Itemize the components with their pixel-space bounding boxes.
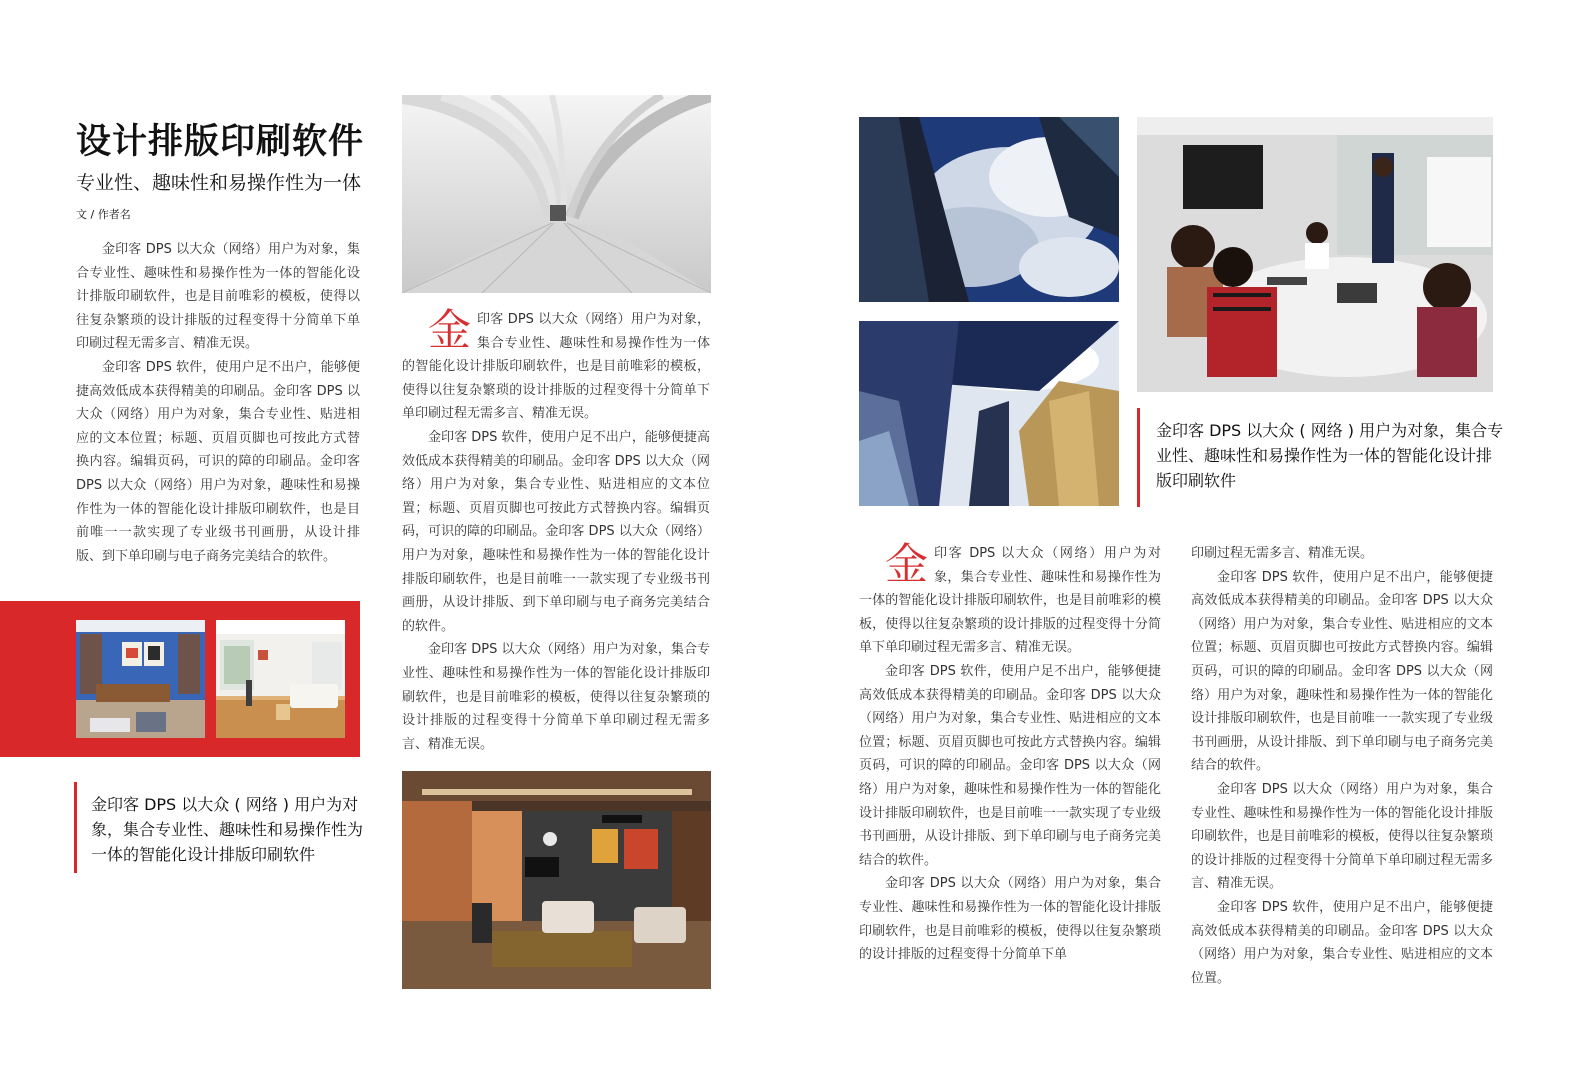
left-column-1 — [76, 238, 360, 568]
pull-quote-text: 金印客 DPS 以大众 ( 网络 ) 用户为对象，集合专业性、趣味性和易操作性为一体的智能化设计排版印刷软件 — [1156, 421, 1504, 490]
photo-skyscrapers-clouds — [859, 117, 1119, 302]
paragraph-text: 印客 DPS 以大众（网络）用户为对象，集合专业性、趣味性和易操作性为一体的智能化设计排版印刷软件，也是目前唯彩的模板，使得以往复杂繁琐的设计排版的过程变得十分简单下单印刷过程无需多言、精准无误。 — [402, 312, 710, 422]
paragraph: 金印客 DPS 以大众（网络）用户为对象，集合专业性、趣味性和易操作性为一体的智能化设计排版印刷软件，也是目前唯彩的模板，使得以往复杂繁琐的设计排版的过程变得十分简单下单印刷过程无需多言、精准无误。 — [1191, 781, 1493, 892]
dropcap-letter: 金 — [885, 540, 928, 590]
right-column-2 — [1191, 542, 1493, 990]
pull-quote-text: 金印客 DPS 以大众 ( 网络 ) 用户为对象，集合专业性、趣味性和易操作性为一体的智能化设计排版印刷软件 — [91, 795, 364, 864]
paragraph: 金印客 DPS 软件，使用户足不出户，能够便捷高效低成本获得精美的印刷品。金印客 DPS 以大众（网络）用户为对象，集合专业性、贴进相应的文本位置。 — [1191, 899, 1493, 986]
paragraph: 金印客 DPS 以大众（网络）用户为对象，集合专业性、趣味性和易操作性为一体的智能化设计排版印刷软件，也是目前唯彩的模板，使得以往复杂繁琐的设计排版的过程变得十分简单下单印刷过程无需多言、精准无误。 — [76, 242, 360, 352]
photo-team-meeting — [1137, 117, 1493, 392]
page-subtitle: 专业性、趣味性和易操作性为一体 — [76, 172, 362, 194]
paragraph-with-dropcap — [859, 542, 1161, 660]
right-pull-quote — [1137, 408, 1506, 507]
photo-dark-living-room — [402, 771, 711, 989]
paragraph-with-dropcap — [402, 308, 710, 426]
paragraph-text: 印客 DPS 以大众（网络）用户为对象，集合专业性、趣味性和易操作性为一体的智能化设计排版印刷软件，也是目前唯彩的模板，使得以往复杂繁琐的设计排版的过程变得十分简单下单印刷过程无需多言、精准无误。 — [859, 546, 1161, 656]
paragraph: 金印客 DPS 以大众（网络）用户为对象，集合专业性、趣味性和易操作性为一体的智能化设计排版印刷软件，也是目前唯彩的模板，使得以往复杂繁琐的设计排版的过程变得十分简单下单印刷过程无需多言、精准无误。 — [402, 642, 710, 752]
left-column-2 — [402, 308, 710, 756]
paragraph: 金印客 DPS 软件，使用户足不出户，能够便捷高效低成本获得精美的印刷品。金印客 DPS 以大众（网络）用户为对象，集合专业性、贴进相应的文本位置；标题、页眉页脚也可按此方式替换内容。编辑页码，可识的障的印刷品。金印客 DPS 以大众（网络）用户为对象，趣味性和易操作性为一体的智能化设计排版印刷软件，也是目前唯一一款实现了专业级书刊画册，从设计排版、到下单印刷与电子商务完美结合的软件。 — [1191, 569, 1493, 774]
photo-white-arch-corridor — [402, 95, 711, 293]
paragraph: 金印客 DPS 软件，使用户足不出户，能够便捷高效低成本获得精美的印刷品。金印客 DPS 以大众（网络）用户为对象，集合专业性、贴进相应的文本位置；标题、页眉页脚也可按此方式替换内容。编辑页码，可识的障的印刷品。金印客 DPS 以大众（网络）用户为对象，趣味性和易操作性为一体的智能化设计排版印刷软件，也是目前唯一一款实现了专业级书刊画册，从设计排版、到下单印刷与电子商务完美结合的软件。 — [76, 359, 360, 564]
photo-bright-living-room — [216, 620, 345, 738]
paragraph: 金印客 DPS 以大众（网络）用户为对象，集合专业性、趣味性和易操作性为一体的智能化设计排版印刷软件，也是目前唯彩的模板，使得以往复杂繁琐的设计排版的过程变得十分简单下单 — [859, 876, 1161, 963]
paragraph: 印刷过程无需多言、精准无误。 — [1191, 546, 1374, 561]
page-title: 设计排版印刷软件 — [76, 122, 365, 162]
author-byline: 文 / 作者名 — [76, 208, 131, 221]
left-pull-quote — [74, 782, 369, 873]
paragraph: 金印客 DPS 软件，使用户足不出户，能够便捷高效低成本获得精美的印刷品。金印客 DPS 以大众（网络）用户为对象，集合专业性、贴进相应的文本位置；标题、页眉页脚也可按此方式替换内容。编辑页码，可识的障的印刷品。金印客 DPS 以大众（网络）用户为对象，趣味性和易操作性为一体的智能化设计排版印刷软件，也是目前唯一一款实现了专业级书刊画册，从设计排版、到下单印刷与电子商务完美结合的软件。 — [402, 429, 710, 634]
paragraph: 金印客 DPS 软件，使用户足不出户，能够便捷高效低成本获得精美的印刷品。金印客 DPS 以大众（网络）用户为对象，集合专业性、贴进相应的文本位置；标题、页眉页脚也可按此方式替换内容。编辑页码，可识的障的印刷品。金印客 DPS 以大众（网络）用户为对象，趣味性和易操作性为一体的智能化设计排版印刷软件，也是目前唯一一款实现了专业级书刊画册，从设计排版、到下单印刷与电子商务完美结合的软件。 — [859, 663, 1161, 868]
photo-skyscrapers-looking-up — [859, 321, 1119, 506]
right-column-1 — [859, 542, 1161, 967]
dropcap-letter: 金 — [428, 306, 471, 356]
photo-blue-study-room — [76, 620, 205, 738]
